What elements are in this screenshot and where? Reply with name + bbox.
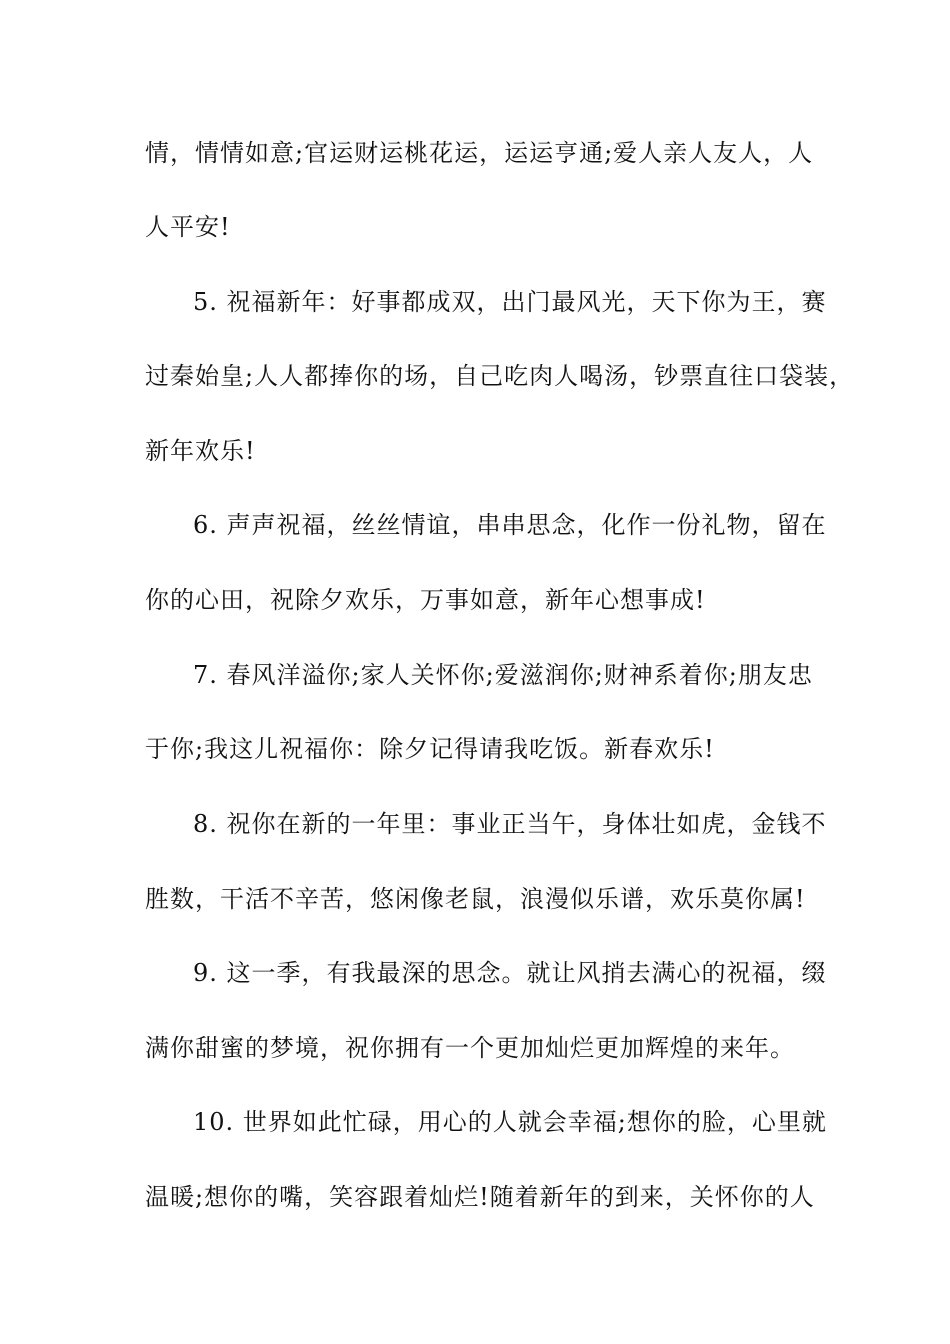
text-line: 10. 世界如此忙碌，用心的人就会幸福;想你的脸，心里就	[193, 1108, 827, 1136]
text-line: 于你;我这儿祝福你：除夕记得请我吃饭。新春欢乐!	[145, 735, 715, 763]
text-line: 过秦始皇;人人都捧你的场，自己吃肉人喝汤，钞票直往口袋装，	[145, 362, 855, 390]
text-line: 5. 祝福新年：好事都成双，出门最风光，天下你为王，赛	[193, 288, 827, 316]
text-line: 人平安!	[145, 213, 231, 241]
text-line: 7. 春风洋溢你;家人关怀你;爱滋润你;财神系着你;朋友忠	[193, 661, 813, 689]
text-line: 温暖;想你的嘴，笑容跟着灿烂!随着新年的到来，关怀你的人	[145, 1183, 815, 1211]
text-line: 情，情情如意;官运财运桃花运，运运亨通;爱人亲人友人，人	[145, 139, 814, 167]
text-line: 8. 祝你在新的一年里：事业正当午，身体壮如虎，金钱不	[193, 810, 827, 838]
text-line: 6. 声声祝福，丝丝情谊，串串思念，化作一份礼物，留在	[193, 511, 827, 539]
text-line: 你的心田，祝除夕欢乐，万事如意，新年心想事成!	[145, 586, 706, 614]
text-line: 满你甜蜜的梦境，祝你拥有一个更加灿烂更加辉煌的来年。	[145, 1034, 795, 1062]
text-line: 9. 这一季，有我最深的思念。就让风捎去满心的祝福，缀	[193, 959, 827, 987]
text-line: 胜数，干活不辛苦，悠闲像老鼠，浪漫似乐谱，欢乐莫你属!	[145, 885, 806, 913]
text-line: 新年欢乐!	[145, 437, 256, 465]
